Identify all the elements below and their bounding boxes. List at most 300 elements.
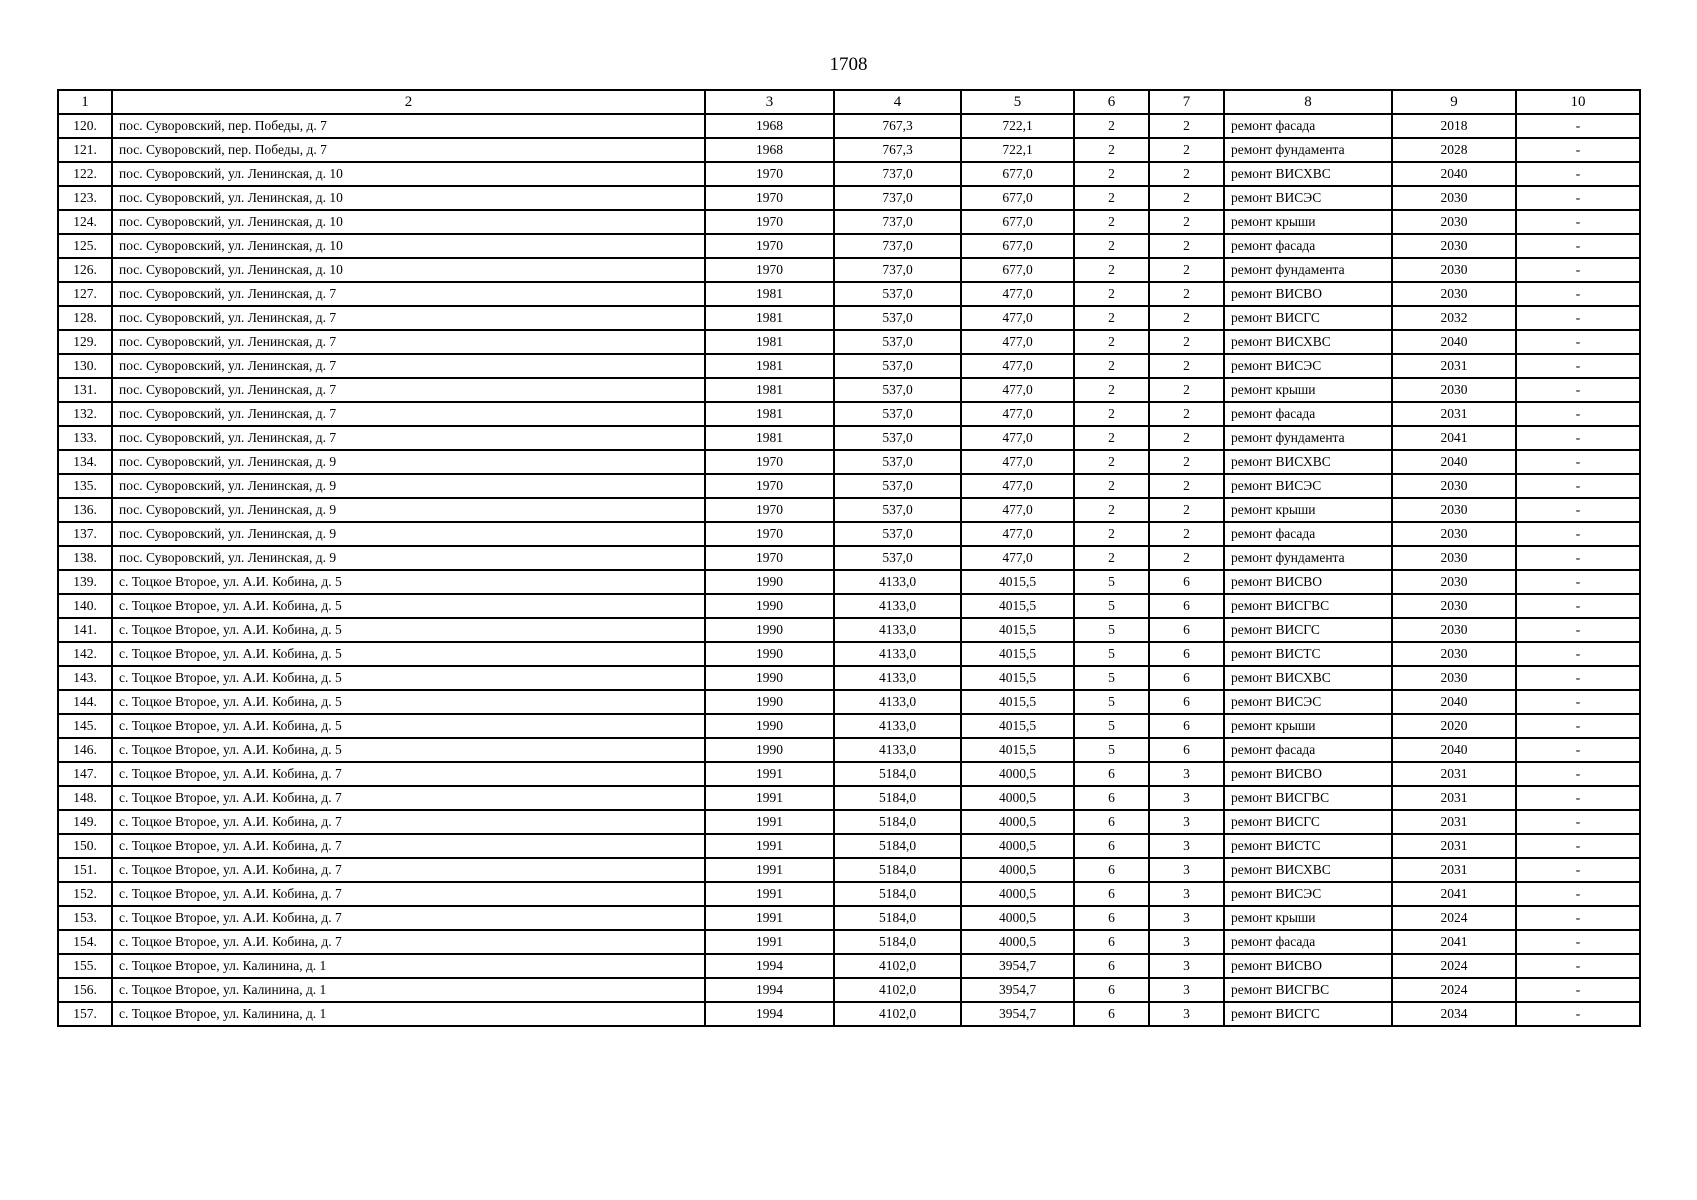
planned-year-cell: 2030 — [1392, 522, 1516, 546]
living-area-cell: 677,0 — [961, 162, 1074, 186]
build-year-cell: 1991 — [705, 786, 834, 810]
table-row — [58, 306, 1640, 330]
floors-cell: 6 — [1074, 810, 1149, 834]
entrances-cell: 2 — [1149, 162, 1224, 186]
address-cell: с. Тоцкое Второе, ул. А.И. Кобина, д. 5 — [112, 594, 705, 618]
work-type-cell: ремонт ВИСХВС — [1224, 162, 1392, 186]
address-cell: с. Тоцкое Второе, ул. А.И. Кобина, д. 7 — [112, 786, 705, 810]
entrances-cell: 2 — [1149, 426, 1224, 450]
total-area-cell: 537,0 — [834, 474, 961, 498]
total-area-cell: 537,0 — [834, 378, 961, 402]
note-cell: - — [1516, 594, 1640, 618]
column-header: 4 — [834, 90, 961, 114]
build-year-cell: 1970 — [705, 234, 834, 258]
entrances-cell: 6 — [1149, 666, 1224, 690]
row-number-cell: 128. — [58, 306, 112, 330]
total-area-cell: 537,0 — [834, 306, 961, 330]
row-number-cell: 144. — [58, 690, 112, 714]
row-number-cell: 155. — [58, 954, 112, 978]
work-type-cell: ремонт крыши — [1224, 498, 1392, 522]
entrances-cell: 2 — [1149, 450, 1224, 474]
planned-year-cell: 2024 — [1392, 906, 1516, 930]
planned-year-cell: 2028 — [1392, 138, 1516, 162]
address-cell: пос. Суворовский, ул. Ленинская, д. 9 — [112, 474, 705, 498]
entrances-cell: 3 — [1149, 858, 1224, 882]
work-type-cell: ремонт фундамента — [1224, 258, 1392, 282]
planned-year-cell: 2018 — [1392, 114, 1516, 138]
table-body — [58, 114, 1640, 1026]
floors-cell: 2 — [1074, 210, 1149, 234]
living-area-cell: 4000,5 — [961, 810, 1074, 834]
planned-year-cell: 2030 — [1392, 258, 1516, 282]
total-area-cell: 4102,0 — [834, 1002, 961, 1026]
planned-year-cell: 2040 — [1392, 330, 1516, 354]
address-cell: с. Тоцкое Второе, ул. А.И. Кобина, д. 5 — [112, 570, 705, 594]
total-area-cell: 4102,0 — [834, 978, 961, 1002]
table-row — [58, 690, 1640, 714]
planned-year-cell: 2020 — [1392, 714, 1516, 738]
table-row — [58, 426, 1640, 450]
total-area-cell: 537,0 — [834, 546, 961, 570]
address-cell: с. Тоцкое Второе, ул. А.И. Кобина, д. 7 — [112, 810, 705, 834]
total-area-cell: 767,3 — [834, 138, 961, 162]
living-area-cell: 4015,5 — [961, 618, 1074, 642]
entrances-cell: 6 — [1149, 570, 1224, 594]
build-year-cell: 1991 — [705, 906, 834, 930]
floors-cell: 2 — [1074, 522, 1149, 546]
entrances-cell: 2 — [1149, 234, 1224, 258]
table-row — [58, 546, 1640, 570]
living-area-cell: 477,0 — [961, 426, 1074, 450]
living-area-cell: 677,0 — [961, 210, 1074, 234]
build-year-cell: 1994 — [705, 978, 834, 1002]
note-cell: - — [1516, 690, 1640, 714]
living-area-cell: 477,0 — [961, 474, 1074, 498]
build-year-cell: 1990 — [705, 618, 834, 642]
total-area-cell: 737,0 — [834, 234, 961, 258]
planned-year-cell: 2031 — [1392, 834, 1516, 858]
floors-cell: 5 — [1074, 642, 1149, 666]
repair-schedule-table — [57, 89, 1641, 1027]
row-number-cell: 136. — [58, 498, 112, 522]
note-cell: - — [1516, 210, 1640, 234]
column-header: 5 — [961, 90, 1074, 114]
planned-year-cell: 2030 — [1392, 570, 1516, 594]
total-area-cell: 5184,0 — [834, 906, 961, 930]
address-cell: с. Тоцкое Второе, ул. А.И. Кобина, д. 7 — [112, 858, 705, 882]
entrances-cell: 2 — [1149, 306, 1224, 330]
floors-cell: 2 — [1074, 186, 1149, 210]
floors-cell: 6 — [1074, 930, 1149, 954]
column-header: 6 — [1074, 90, 1149, 114]
work-type-cell: ремонт ВИСЭС — [1224, 690, 1392, 714]
living-area-cell: 4000,5 — [961, 786, 1074, 810]
note-cell: - — [1516, 330, 1640, 354]
total-area-cell: 537,0 — [834, 450, 961, 474]
address-cell: пос. Суворовский, ул. Ленинская, д. 10 — [112, 162, 705, 186]
build-year-cell: 1981 — [705, 282, 834, 306]
floors-cell: 2 — [1074, 498, 1149, 522]
row-number-cell: 134. — [58, 450, 112, 474]
planned-year-cell: 2030 — [1392, 642, 1516, 666]
total-area-cell: 4133,0 — [834, 642, 961, 666]
planned-year-cell: 2030 — [1392, 546, 1516, 570]
address-cell: пос. Суворовский, ул. Ленинская, д. 7 — [112, 354, 705, 378]
living-area-cell: 4000,5 — [961, 906, 1074, 930]
note-cell: - — [1516, 426, 1640, 450]
build-year-cell: 1968 — [705, 114, 834, 138]
total-area-cell: 537,0 — [834, 330, 961, 354]
build-year-cell: 1981 — [705, 402, 834, 426]
total-area-cell: 537,0 — [834, 354, 961, 378]
work-type-cell: ремонт ВИСХВС — [1224, 450, 1392, 474]
row-number-cell: 124. — [58, 210, 112, 234]
note-cell: - — [1516, 354, 1640, 378]
row-number-cell: 157. — [58, 1002, 112, 1026]
work-type-cell: ремонт ВИСТС — [1224, 642, 1392, 666]
row-number-cell: 143. — [58, 666, 112, 690]
row-number-cell: 131. — [58, 378, 112, 402]
floors-cell: 2 — [1074, 546, 1149, 570]
floors-cell: 2 — [1074, 330, 1149, 354]
living-area-cell: 4000,5 — [961, 834, 1074, 858]
work-type-cell: ремонт ВИСЭС — [1224, 186, 1392, 210]
floors-cell: 5 — [1074, 690, 1149, 714]
living-area-cell: 477,0 — [961, 354, 1074, 378]
entrances-cell: 3 — [1149, 786, 1224, 810]
build-year-cell: 1990 — [705, 642, 834, 666]
address-cell: пос. Суворовский, ул. Ленинская, д. 7 — [112, 282, 705, 306]
row-number-cell: 130. — [58, 354, 112, 378]
table-row — [58, 114, 1640, 138]
table-row — [58, 810, 1640, 834]
address-cell: с. Тоцкое Второе, ул. А.И. Кобина, д. 7 — [112, 762, 705, 786]
build-year-cell: 1990 — [705, 690, 834, 714]
table-row — [58, 834, 1640, 858]
address-cell: с. Тоцкое Второе, ул. Калинина, д. 1 — [112, 954, 705, 978]
total-area-cell: 4133,0 — [834, 570, 961, 594]
address-cell: пос. Суворовский, ул. Ленинская, д. 7 — [112, 402, 705, 426]
total-area-cell: 537,0 — [834, 522, 961, 546]
note-cell: - — [1516, 642, 1640, 666]
row-number-cell: 138. — [58, 546, 112, 570]
address-cell: пос. Суворовский, ул. Ленинская, д. 10 — [112, 258, 705, 282]
note-cell: - — [1516, 858, 1640, 882]
total-area-cell: 537,0 — [834, 498, 961, 522]
work-type-cell: ремонт фасада — [1224, 234, 1392, 258]
living-area-cell: 477,0 — [961, 378, 1074, 402]
living-area-cell: 477,0 — [961, 498, 1074, 522]
living-area-cell: 3954,7 — [961, 978, 1074, 1002]
build-year-cell: 1970 — [705, 258, 834, 282]
address-cell: с. Тоцкое Второе, ул. А.И. Кобина, д. 7 — [112, 882, 705, 906]
address-cell: с. Тоцкое Второе, ул. А.И. Кобина, д. 5 — [112, 618, 705, 642]
note-cell: - — [1516, 162, 1640, 186]
row-number-cell: 132. — [58, 402, 112, 426]
note-cell: - — [1516, 978, 1640, 1002]
address-cell: с. Тоцкое Второе, ул. А.И. Кобина, д. 5 — [112, 642, 705, 666]
address-cell: с. Тоцкое Второе, ул. А.И. Кобина, д. 5 — [112, 690, 705, 714]
build-year-cell: 1968 — [705, 138, 834, 162]
entrances-cell: 2 — [1149, 282, 1224, 306]
column-header: 2 — [112, 90, 705, 114]
living-area-cell: 477,0 — [961, 330, 1074, 354]
work-type-cell: ремонт ВИСГС — [1224, 810, 1392, 834]
planned-year-cell: 2031 — [1392, 858, 1516, 882]
row-number-cell: 133. — [58, 426, 112, 450]
table-row — [58, 354, 1640, 378]
living-area-cell: 677,0 — [961, 258, 1074, 282]
planned-year-cell: 2030 — [1392, 618, 1516, 642]
total-area-cell: 737,0 — [834, 258, 961, 282]
floors-cell: 2 — [1074, 378, 1149, 402]
planned-year-cell: 2030 — [1392, 282, 1516, 306]
floors-cell: 6 — [1074, 858, 1149, 882]
row-number-cell: 154. — [58, 930, 112, 954]
floors-cell: 2 — [1074, 234, 1149, 258]
floors-cell: 2 — [1074, 138, 1149, 162]
entrances-cell: 3 — [1149, 906, 1224, 930]
work-type-cell: ремонт фасада — [1224, 930, 1392, 954]
note-cell: - — [1516, 762, 1640, 786]
address-cell: пос. Суворовский, ул. Ленинская, д. 9 — [112, 498, 705, 522]
living-area-cell: 477,0 — [961, 402, 1074, 426]
address-cell: пос. Суворовский, ул. Ленинская, д. 10 — [112, 234, 705, 258]
note-cell: - — [1516, 882, 1640, 906]
column-header: 3 — [705, 90, 834, 114]
floors-cell: 6 — [1074, 882, 1149, 906]
row-number-cell: 122. — [58, 162, 112, 186]
planned-year-cell: 2034 — [1392, 1002, 1516, 1026]
floors-cell: 2 — [1074, 306, 1149, 330]
floors-cell: 6 — [1074, 762, 1149, 786]
entrances-cell: 2 — [1149, 138, 1224, 162]
table-header — [58, 90, 1640, 114]
note-cell: - — [1516, 450, 1640, 474]
entrances-cell: 6 — [1149, 690, 1224, 714]
row-number-cell: 147. — [58, 762, 112, 786]
address-cell: с. Тоцкое Второе, ул. А.И. Кобина, д. 5 — [112, 666, 705, 690]
work-type-cell: ремонт ВИСХВС — [1224, 330, 1392, 354]
total-area-cell: 4102,0 — [834, 954, 961, 978]
build-year-cell: 1970 — [705, 522, 834, 546]
floors-cell: 2 — [1074, 114, 1149, 138]
total-area-cell: 5184,0 — [834, 858, 961, 882]
planned-year-cell: 2030 — [1392, 594, 1516, 618]
work-type-cell: ремонт крыши — [1224, 210, 1392, 234]
entrances-cell: 3 — [1149, 954, 1224, 978]
column-header: 10 — [1516, 90, 1640, 114]
build-year-cell: 1991 — [705, 882, 834, 906]
entrances-cell: 2 — [1149, 114, 1224, 138]
note-cell: - — [1516, 138, 1640, 162]
living-area-cell: 4015,5 — [961, 594, 1074, 618]
total-area-cell: 4133,0 — [834, 714, 961, 738]
planned-year-cell: 2030 — [1392, 234, 1516, 258]
floors-cell: 5 — [1074, 594, 1149, 618]
living-area-cell: 477,0 — [961, 546, 1074, 570]
planned-year-cell: 2040 — [1392, 738, 1516, 762]
column-header: 1 — [58, 90, 112, 114]
work-type-cell: ремонт фасада — [1224, 114, 1392, 138]
note-cell: - — [1516, 714, 1640, 738]
build-year-cell: 1994 — [705, 954, 834, 978]
work-type-cell: ремонт ВИСГС — [1224, 306, 1392, 330]
total-area-cell: 737,0 — [834, 210, 961, 234]
build-year-cell: 1991 — [705, 834, 834, 858]
work-type-cell: ремонт фундамента — [1224, 426, 1392, 450]
planned-year-cell: 2041 — [1392, 426, 1516, 450]
address-cell: с. Тоцкое Второе, ул. А.И. Кобина, д. 7 — [112, 930, 705, 954]
entrances-cell: 2 — [1149, 354, 1224, 378]
address-cell: с. Тоцкое Второе, ул. А.И. Кобина, д. 7 — [112, 906, 705, 930]
floors-cell: 2 — [1074, 258, 1149, 282]
planned-year-cell: 2031 — [1392, 786, 1516, 810]
total-area-cell: 4133,0 — [834, 666, 961, 690]
work-type-cell: ремонт крыши — [1224, 714, 1392, 738]
note-cell: - — [1516, 498, 1640, 522]
address-cell: с. Тоцкое Второе, ул. А.И. Кобина, д. 5 — [112, 714, 705, 738]
row-number-cell: 126. — [58, 258, 112, 282]
living-area-cell: 677,0 — [961, 186, 1074, 210]
work-type-cell: ремонт фасада — [1224, 738, 1392, 762]
work-type-cell: ремонт ВИСЭС — [1224, 474, 1392, 498]
note-cell: - — [1516, 786, 1640, 810]
living-area-cell: 722,1 — [961, 138, 1074, 162]
planned-year-cell: 2030 — [1392, 498, 1516, 522]
row-number-cell: 135. — [58, 474, 112, 498]
table-row — [58, 882, 1640, 906]
floors-cell: 2 — [1074, 450, 1149, 474]
table-row — [58, 402, 1640, 426]
note-cell: - — [1516, 930, 1640, 954]
planned-year-cell: 2041 — [1392, 930, 1516, 954]
planned-year-cell: 2030 — [1392, 666, 1516, 690]
table-row — [58, 210, 1640, 234]
table-row — [58, 858, 1640, 882]
floors-cell: 6 — [1074, 786, 1149, 810]
address-cell: с. Тоцкое Второе, ул. Калинина, д. 1 — [112, 1002, 705, 1026]
planned-year-cell: 2040 — [1392, 690, 1516, 714]
floors-cell: 5 — [1074, 618, 1149, 642]
address-cell: пос. Суворовский, ул. Ленинская, д. 9 — [112, 546, 705, 570]
address-cell: с. Тоцкое Второе, ул. А.И. Кобина, д. 7 — [112, 834, 705, 858]
build-year-cell: 1990 — [705, 738, 834, 762]
planned-year-cell: 2031 — [1392, 762, 1516, 786]
total-area-cell: 5184,0 — [834, 882, 961, 906]
row-number-cell: 139. — [58, 570, 112, 594]
entrances-cell: 2 — [1149, 378, 1224, 402]
row-number-cell: 153. — [58, 906, 112, 930]
table-row — [58, 930, 1640, 954]
work-type-cell: ремонт ВИСХВС — [1224, 666, 1392, 690]
row-number-cell: 137. — [58, 522, 112, 546]
note-cell: - — [1516, 954, 1640, 978]
note-cell: - — [1516, 186, 1640, 210]
table-row — [58, 1002, 1640, 1026]
entrances-cell: 2 — [1149, 258, 1224, 282]
note-cell: - — [1516, 258, 1640, 282]
entrances-cell: 2 — [1149, 210, 1224, 234]
floors-cell: 5 — [1074, 570, 1149, 594]
table-row — [58, 978, 1640, 1002]
entrances-cell: 2 — [1149, 546, 1224, 570]
total-area-cell: 767,3 — [834, 114, 961, 138]
planned-year-cell: 2031 — [1392, 810, 1516, 834]
total-area-cell: 5184,0 — [834, 834, 961, 858]
build-year-cell: 1991 — [705, 810, 834, 834]
work-type-cell: ремонт фасада — [1224, 402, 1392, 426]
note-cell: - — [1516, 738, 1640, 762]
row-number-cell: 156. — [58, 978, 112, 1002]
table-row — [58, 138, 1640, 162]
entrances-cell: 2 — [1149, 186, 1224, 210]
row-number-cell: 142. — [58, 642, 112, 666]
column-header: 9 — [1392, 90, 1516, 114]
note-cell: - — [1516, 282, 1640, 306]
entrances-cell: 3 — [1149, 978, 1224, 1002]
build-year-cell: 1970 — [705, 546, 834, 570]
build-year-cell: 1970 — [705, 450, 834, 474]
work-type-cell: ремонт ВИСВО — [1224, 282, 1392, 306]
table-row — [58, 906, 1640, 930]
floors-cell: 2 — [1074, 474, 1149, 498]
planned-year-cell: 2024 — [1392, 978, 1516, 1002]
entrances-cell: 2 — [1149, 474, 1224, 498]
total-area-cell: 5184,0 — [834, 786, 961, 810]
row-number-cell: 145. — [58, 714, 112, 738]
row-number-cell: 121. — [58, 138, 112, 162]
entrances-cell: 2 — [1149, 330, 1224, 354]
work-type-cell: ремонт ВИСЭС — [1224, 882, 1392, 906]
row-number-cell: 149. — [58, 810, 112, 834]
living-area-cell: 3954,7 — [961, 954, 1074, 978]
total-area-cell: 537,0 — [834, 282, 961, 306]
living-area-cell: 677,0 — [961, 234, 1074, 258]
address-cell: пос. Суворовский, ул. Ленинская, д. 7 — [112, 330, 705, 354]
floors-cell: 2 — [1074, 426, 1149, 450]
planned-year-cell: 2031 — [1392, 354, 1516, 378]
planned-year-cell: 2030 — [1392, 186, 1516, 210]
work-type-cell: ремонт ВИСЭС — [1224, 354, 1392, 378]
total-area-cell: 5184,0 — [834, 762, 961, 786]
planned-year-cell: 2030 — [1392, 378, 1516, 402]
entrances-cell: 2 — [1149, 498, 1224, 522]
build-year-cell: 1990 — [705, 714, 834, 738]
note-cell: - — [1516, 570, 1640, 594]
table-row — [58, 762, 1640, 786]
work-type-cell: ремонт крыши — [1224, 906, 1392, 930]
total-area-cell: 537,0 — [834, 402, 961, 426]
address-cell: с. Тоцкое Второе, ул. Калинина, д. 1 — [112, 978, 705, 1002]
build-year-cell: 1990 — [705, 570, 834, 594]
total-area-cell: 5184,0 — [834, 930, 961, 954]
table-row — [58, 666, 1640, 690]
build-year-cell: 1981 — [705, 378, 834, 402]
row-number-cell: 151. — [58, 858, 112, 882]
note-cell: - — [1516, 402, 1640, 426]
work-type-cell: ремонт фундамента — [1224, 138, 1392, 162]
note-cell: - — [1516, 810, 1640, 834]
planned-year-cell: 2032 — [1392, 306, 1516, 330]
living-area-cell: 4000,5 — [961, 882, 1074, 906]
entrances-cell: 6 — [1149, 738, 1224, 762]
table-row — [58, 522, 1640, 546]
table-row — [58, 618, 1640, 642]
note-cell: - — [1516, 114, 1640, 138]
table-row — [58, 714, 1640, 738]
row-number-cell: 141. — [58, 618, 112, 642]
